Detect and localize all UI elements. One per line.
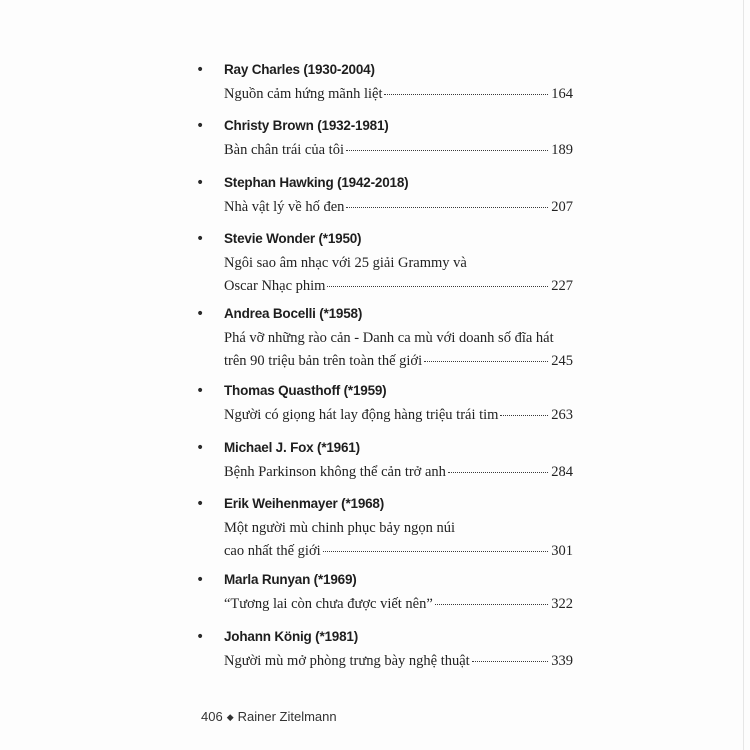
footer-page-number: 406 <box>201 709 223 724</box>
toc-entry-page-number: 263 <box>551 407 573 423</box>
toc-entry-name: Ray Charles (1930-2004) <box>224 62 375 77</box>
toc-entry-page-number: 207 <box>551 199 573 215</box>
dot-leader <box>435 603 548 605</box>
dot-leader <box>424 360 548 362</box>
toc-entry-name: Marla Runyan (*1969) <box>224 572 357 587</box>
dot-leader <box>448 471 548 473</box>
toc-entry-subtitle <box>224 84 573 104</box>
toc-entry-subtitle <box>224 541 573 561</box>
toc-entry-page-number: 339 <box>551 653 573 669</box>
dot-leader <box>323 550 549 552</box>
toc-entry-name: Andrea Bocelli (*1958) <box>224 306 363 321</box>
toc-entry-page-number: 245 <box>551 353 573 369</box>
toc-entry-page-number: 227 <box>551 278 573 294</box>
toc-entry-page-number: 322 <box>551 596 573 612</box>
toc-entry-title: Oscar Nhạc phim <box>224 278 326 294</box>
toc-entry <box>196 304 580 384</box>
page-footer <box>201 709 337 724</box>
bullet-icon: • <box>196 440 205 456</box>
toc-entry-title: Bàn chân trái của tôi <box>224 142 344 158</box>
toc-entry-subtitle <box>224 594 573 614</box>
bullet-icon: • <box>196 118 205 134</box>
bullet-icon: • <box>196 231 205 247</box>
toc-entry-page-number: 164 <box>551 86 573 102</box>
toc-entry-title: Người có giọng hát lay động hàng triệu trái tim <box>224 407 499 423</box>
toc-entry-subtitle <box>224 351 573 371</box>
footer-separator-icon: ◆ <box>226 712 234 722</box>
toc-entry-title: Người mù mở phòng trưng bày nghệ thuật <box>224 653 470 669</box>
toc-entry-page-number: 284 <box>551 464 573 480</box>
toc-entry-page-number: 301 <box>551 543 573 559</box>
toc-entry-page-number: 189 <box>551 142 573 158</box>
dot-leader <box>327 285 548 287</box>
toc-entry <box>196 229 580 309</box>
toc-entry-subtitle <box>224 405 573 425</box>
toc-entry-name: Stevie Wonder (*1950) <box>224 231 362 246</box>
toc-entry-name: Thomas Quasthoff (*1959) <box>224 383 387 398</box>
toc-entry-title: Bệnh Parkinson không thể cản trở anh <box>224 464 446 480</box>
toc-entry-title: Nguồn cảm hứng mãnh liệt <box>224 86 383 102</box>
toc-entry-subtitle <box>224 197 573 217</box>
dot-leader <box>472 660 549 662</box>
toc-entry-name: Christy Brown (1932-1981) <box>224 118 389 133</box>
toc-entry-subtitle-line: Ngôi sao âm nhạc với 25 giải Grammy và <box>224 255 467 271</box>
toc-entry-subtitle-line: Phá vỡ những rào cản - Danh ca mù với doanh số đĩa hát <box>224 330 554 346</box>
bullet-icon: • <box>196 496 205 512</box>
toc-entry-subtitle <box>224 140 573 160</box>
toc-entry-title: cao nhất thế giới <box>224 543 321 559</box>
toc-entry <box>196 494 580 574</box>
toc-entry-name: Johann König (*1981) <box>224 629 359 644</box>
bullet-icon: • <box>196 175 205 191</box>
toc-entry-subtitle-line: Một người mù chinh phục bảy ngọn núi <box>224 520 455 536</box>
toc-entry-subtitle <box>224 462 573 482</box>
toc-entry <box>196 627 580 707</box>
bullet-icon: • <box>196 383 205 399</box>
toc-entry-subtitle <box>224 651 573 671</box>
dot-leader <box>500 414 548 416</box>
toc-entry-title: trên 90 triệu bản trên toàn thế giới <box>224 353 423 369</box>
toc-entry-title: Nhà vật lý về hố đen <box>224 199 345 215</box>
toc-entry-name: Michael J. Fox (*1961) <box>224 440 360 455</box>
bullet-icon: • <box>196 572 205 588</box>
dot-leader <box>384 93 548 95</box>
bullet-icon: • <box>196 62 205 78</box>
dot-leader <box>346 206 548 208</box>
footer-author: Rainer Zitelmann <box>237 709 337 724</box>
toc-entry-name: Stephan Hawking (1942-2018) <box>224 175 409 190</box>
bullet-icon: • <box>196 629 205 645</box>
toc-entry-name: Erik Weihenmayer (*1968) <box>224 496 385 511</box>
toc-entry-title: “Tương lai còn chưa được viết nên” <box>224 596 433 612</box>
page-edge-divider <box>743 0 744 750</box>
toc-entry-subtitle <box>224 276 573 296</box>
bullet-icon: • <box>196 306 205 322</box>
dot-leader <box>346 149 548 151</box>
